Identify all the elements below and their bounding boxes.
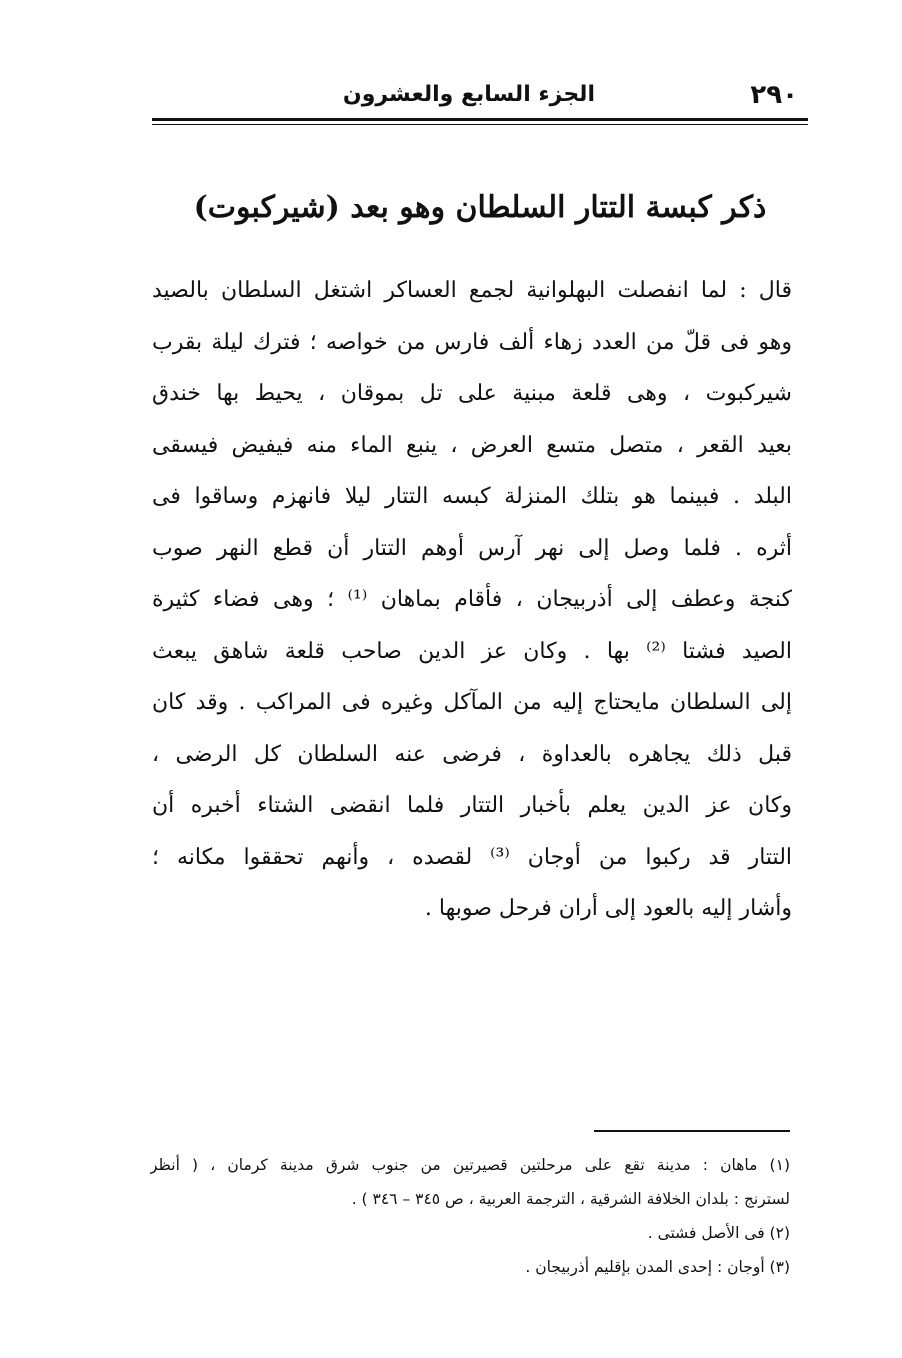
body-line: الصيد فشتا ⁽²⁾ بها . وكان عز الدين صاحب قلعة شاهق يبعث	[152, 638, 792, 664]
chapter-title: ذكر كبسة التتار السلطان وهو بعد (شيركبوت)	[193, 190, 767, 225]
running-header-title: الجزء السابع والعشرون	[342, 82, 595, 107]
footnote-line: لسترنج : بلدان الخلافة الشرقية ، الترجمة العربية ، ص ٣٤٥ – ٣٤٦ ) .	[351, 1190, 790, 1208]
body-text	[152, 265, 792, 935]
footnote-line: (١) ماهان : مدينة تقع على مرحلتين قصيرتين من جنوب شرق مدينة كرمان ، ( أنظر	[150, 1156, 790, 1174]
header-rule-thin	[152, 124, 808, 125]
body-line: البلد . فبينما هو بتلك المنزلة كبسه التتار ليلا فانهزم وساقوا فى	[152, 484, 792, 509]
body-line: إلى السلطان مايحتاج إليه من المآكل وغيره فى المراكب . وقد كان	[152, 690, 792, 715]
footnote-line: (٣) أوجان : إحدى المدن بإقليم أذربيجان .	[525, 1258, 790, 1276]
footnotes	[150, 1148, 790, 1284]
running-header	[150, 80, 810, 120]
body-line: قال : لما انفصلت البهلوانية لجمع العساكر اشتغل السلطان بالصيد	[152, 278, 792, 303]
body-line: كنجة وعطف إلى أذربيجان ، فأقام بماهان ⁽¹⁾ ؛ وهى فضاء كثيرة	[152, 587, 792, 612]
body-line: التتار قد ركبوا من أوجان ⁽³⁾ لقصده ، وأنهم تحققوا مكانه ؛	[152, 844, 792, 870]
body-line: وأشار إليه بالعود إلى أران فرحل صوبها .	[424, 896, 792, 921]
body-line: وكان عز الدين يعلم بأخبار التتار فلما انقضى الشتاء أخبره أن	[152, 793, 792, 818]
body-line: قبل ذلك يجاهره بالعداوة ، فرضى عنه السلطان كل الرضى ،	[152, 741, 792, 767]
footnote-rule	[594, 1130, 790, 1132]
body-line: بعيد القعر ، متصل متسع العرض ، ينبع الماء منه فيفيض فيسقى	[152, 432, 792, 458]
body-line: وهو فى قلّ من العدد زهاء ألف فارس من خواصه ؛ فترك ليلة بقرب	[152, 329, 792, 355]
body-line: شيركبوت ، وهى قلعة مبنية على تل بموقان ، يحيط بها خندق	[152, 381, 792, 406]
body-line: أثره . فلما وصل إلى نهر آرس أوهم التتار أن قطع النهر صوب	[152, 535, 792, 561]
page-number: ٢٩٠	[750, 80, 798, 110]
header-rule	[152, 118, 808, 121]
footnote-line: (٢) فى الأصل فشتى .	[647, 1224, 790, 1242]
